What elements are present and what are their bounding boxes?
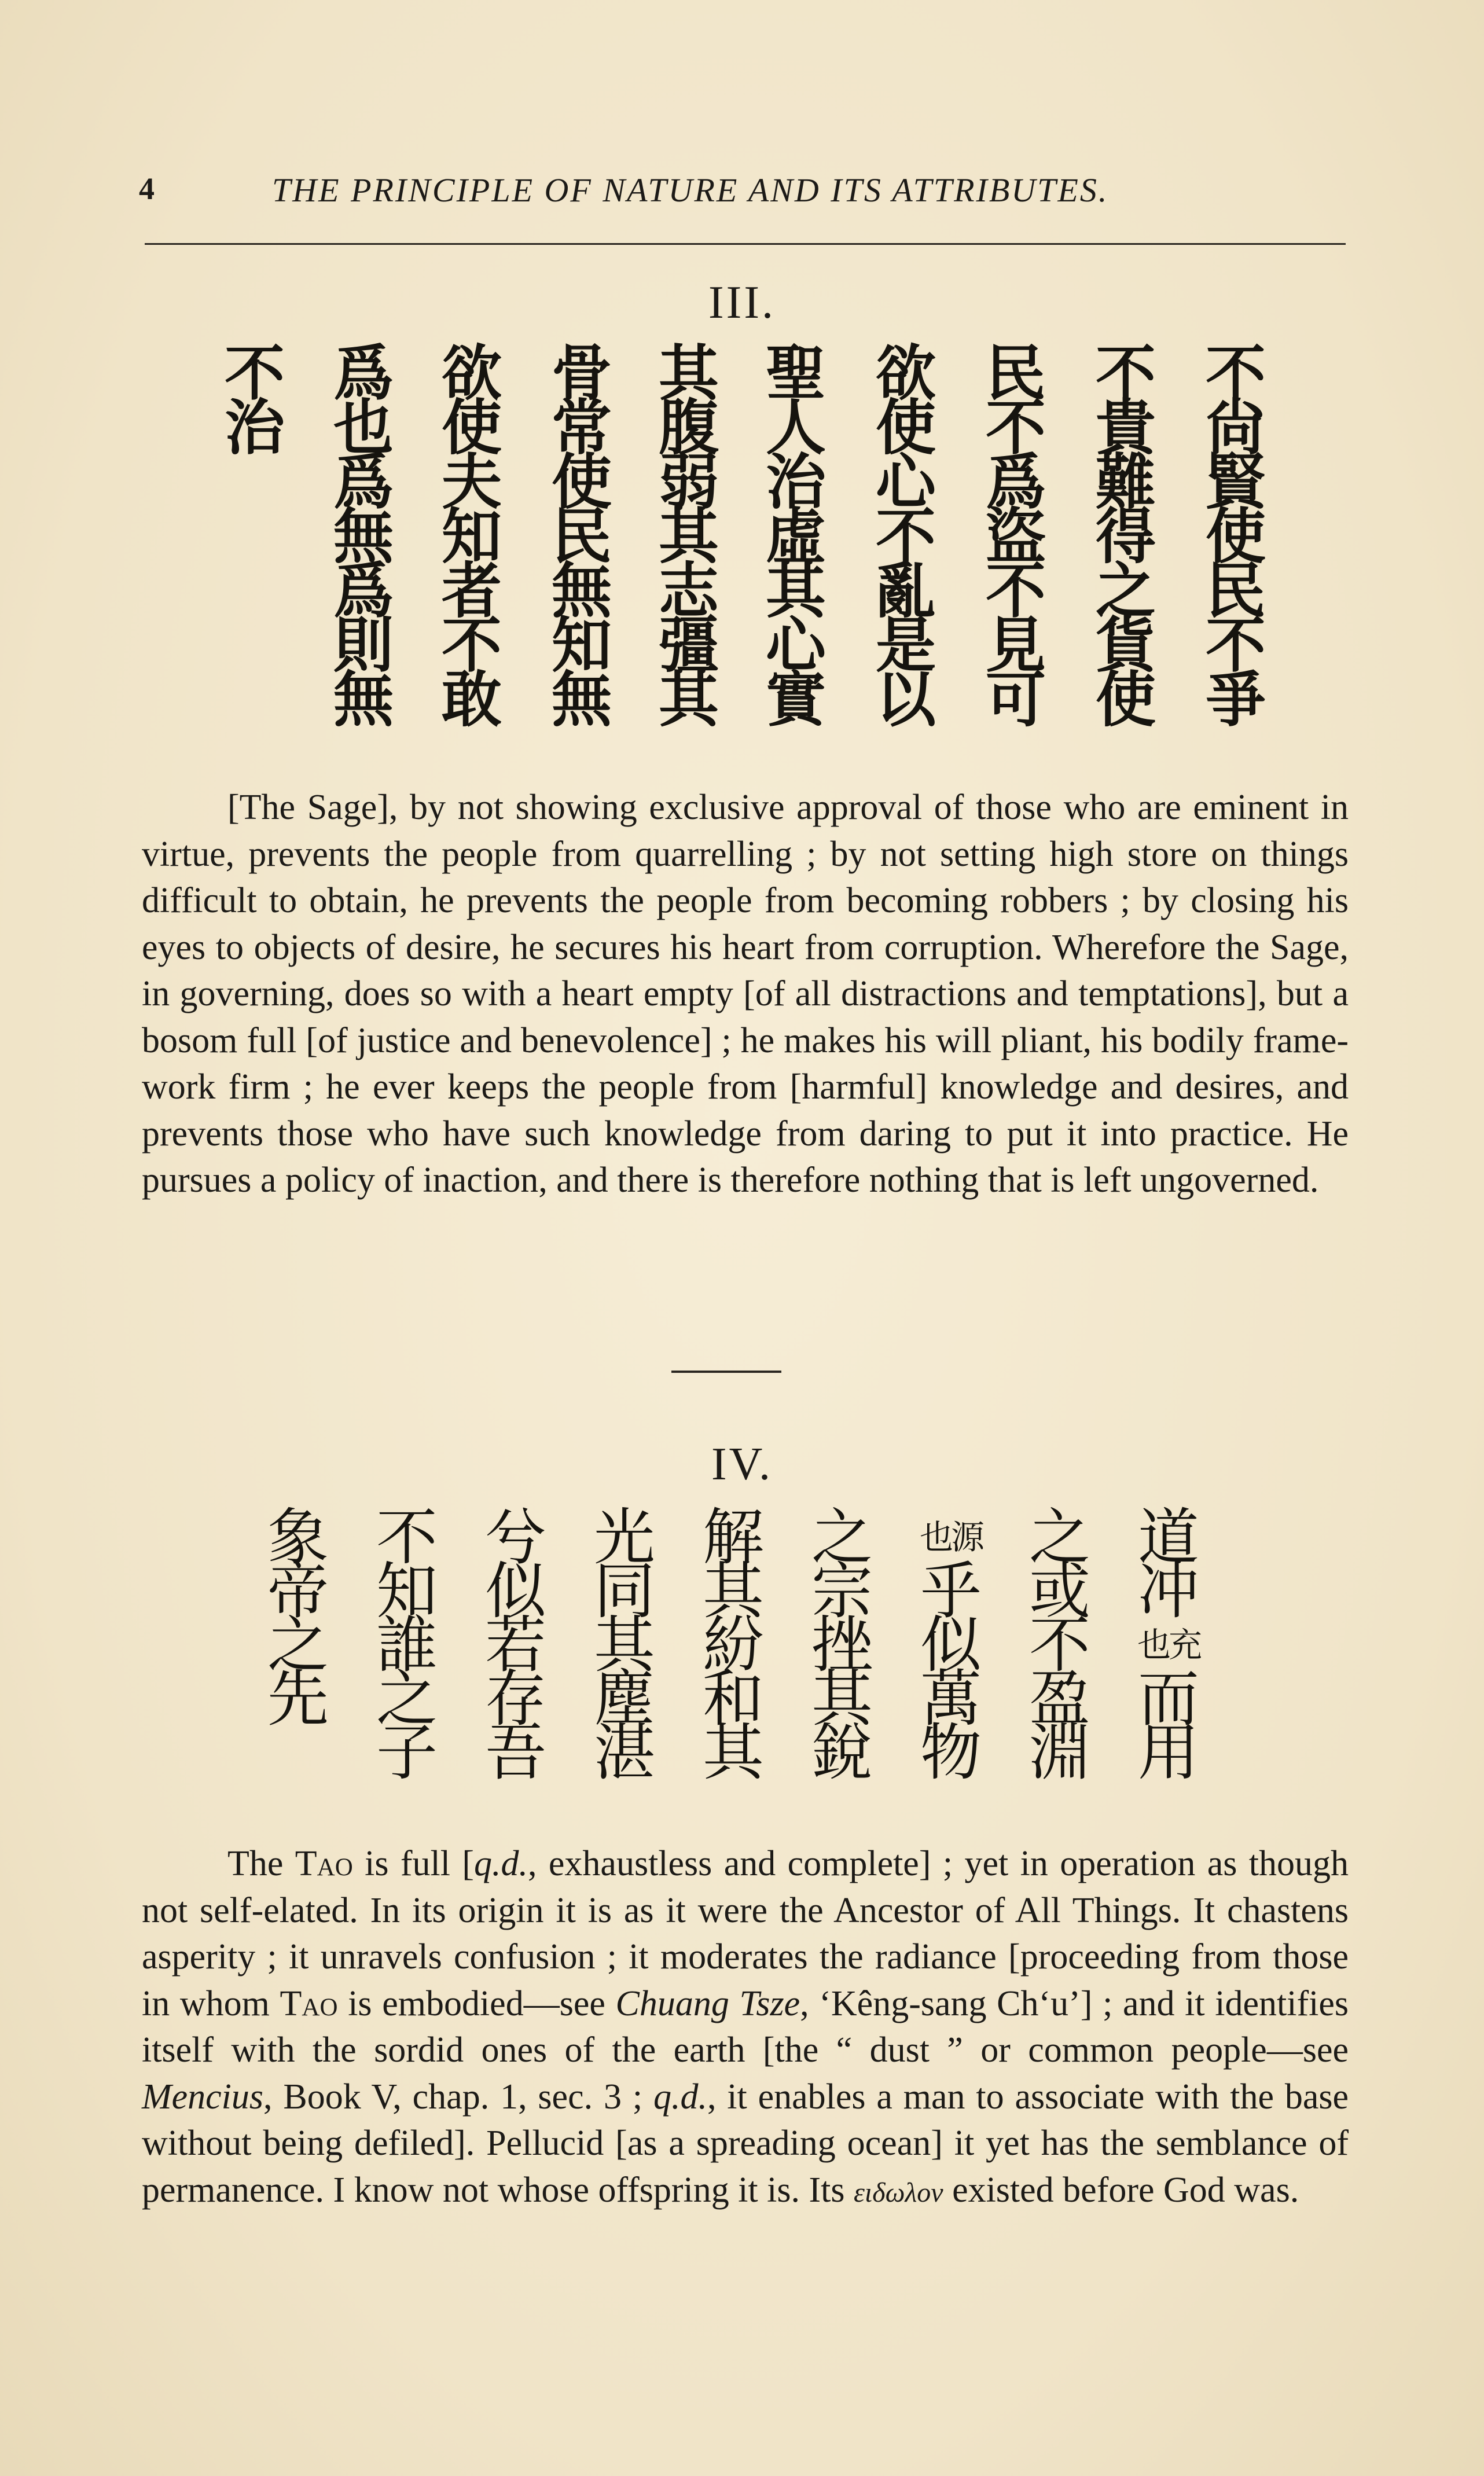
cn-character: 其 [658, 501, 719, 572]
text-run: is embodied—see [337, 1983, 616, 2023]
cn-column [590, 1502, 659, 1788]
section-iv-translation [142, 1841, 1349, 2216]
section-iv-number: IV. [711, 1439, 773, 1490]
cn-character: 敢 [441, 664, 502, 735]
page-header [139, 171, 1343, 217]
cn-character: 是 [875, 610, 936, 681]
text-run: Tao [295, 1844, 353, 1883]
cn-character: 淵 [1029, 1717, 1090, 1788]
cn-column [329, 338, 398, 735]
cn-character: 無 [333, 664, 394, 735]
cn-character: 爲 [985, 447, 1046, 517]
cn-character: 也源 [919, 1518, 982, 1557]
cn-character: 實 [765, 664, 826, 735]
cn-character: 子 [376, 1717, 438, 1788]
cn-character: 知 [376, 1556, 438, 1627]
cn-character: 之 [1029, 1502, 1090, 1573]
cn-character: 似 [485, 1556, 546, 1627]
cn-character: 可 [985, 664, 1046, 735]
cn-character: 之 [811, 1502, 873, 1573]
cn-character: 使 [551, 447, 612, 517]
text-run: q.d. [474, 1844, 528, 1883]
cn-column [220, 338, 289, 463]
cn-column [699, 1502, 768, 1788]
cn-character: 物 [920, 1717, 982, 1788]
cn-character: 則 [333, 610, 394, 681]
cn-character: 不 [224, 338, 285, 409]
text-run: , ‘Kêng-sang Ch‘u’] ; and it identifies itself with the sordid ones of the earth [the “ dust ” or common people—see [142, 1983, 1349, 2070]
cn-character: 民 [985, 338, 1046, 409]
cn-column [1025, 1502, 1094, 1788]
cn-character: 欲 [875, 338, 936, 409]
cn-character: 人 [765, 392, 826, 463]
cn-character: 爲 [333, 338, 394, 409]
cn-character: 無 [333, 501, 394, 572]
cn-character: 民 [551, 501, 612, 572]
section-iii-number: III. [708, 277, 776, 328]
cn-character: 紛 [703, 1610, 764, 1681]
cn-column [547, 338, 616, 735]
cn-character: 賢 [1205, 447, 1266, 517]
cn-character: 同 [594, 1556, 655, 1627]
cn-character: 吾 [485, 1717, 546, 1788]
text-run: , it enables a man to associate with the base without being defiled]. Pellucid [as a spreading ocean] it yet has the semblance of permanence. I know not whose offspring it is. Its [142, 2077, 1349, 2210]
text-run: q.d. [653, 2077, 707, 2117]
cn-column [1201, 338, 1270, 735]
cn-column [481, 1502, 550, 1788]
cn-character: 腹 [658, 392, 719, 463]
cn-column [871, 338, 941, 735]
section-iv-chinese-text [263, 1502, 1247, 1800]
cn-character: 得 [1095, 501, 1156, 572]
cn-character: 聖 [765, 338, 826, 409]
cn-character: 挫 [811, 1610, 873, 1681]
cn-character: 夫 [441, 447, 502, 517]
cn-character: 骨 [551, 338, 612, 409]
cn-character: 盈 [1029, 1663, 1090, 1735]
cn-column [807, 1502, 877, 1788]
translation-paragraph: [The Sage], by not showing exclusive approval of those who are eminent in virtue, prevents the people from quarrelling ; by not setting high store on things difficult to obtain, he prevents the people from becoming robbers ; by closing his eyes to objects of desire, he secures his heart from corruption. Wherefore the Sage, in governing, does so with a heart empty [of all distractions and temptations], but a bosom full [of justice and benevolence] ; he makes his will pliant, his bodily frame-work firm ; he ever keeps the people from [harmful] knowledge and desires, and prevents those who have such knowledge from daring to put it into practice. He pursues a policy of inaction, and there is therefore nothing that is left ungoverned. [142, 788, 1349, 1200]
cn-character: 不 [441, 610, 502, 681]
cn-character: 無 [551, 556, 612, 626]
cn-column [1091, 338, 1160, 735]
section-divider [671, 1371, 781, 1373]
cn-character: 使 [441, 392, 502, 463]
cn-character: 民 [1205, 556, 1266, 626]
cn-character: 不 [985, 556, 1046, 626]
cn-character: 乎 [920, 1556, 982, 1627]
cn-character: 不 [1029, 1610, 1090, 1681]
cn-character: 使 [875, 392, 936, 463]
translation-paragraph [142, 1841, 1349, 2216]
cn-character: 彊 [658, 610, 719, 681]
cn-column [263, 1502, 333, 1735]
cn-character: 之 [1095, 556, 1156, 626]
cn-character: 志 [658, 556, 719, 626]
cn-character: 其 [765, 556, 826, 626]
cn-character: 或 [1029, 1556, 1090, 1627]
cn-character: 貨 [1095, 610, 1156, 681]
cn-character: 治 [765, 447, 826, 517]
cn-character: 貴 [1095, 392, 1156, 463]
cn-character: 以 [875, 664, 936, 735]
cn-character: 也 [333, 392, 394, 463]
cn-character: 心 [875, 447, 936, 517]
cn-character: 使 [1095, 664, 1156, 735]
cn-character: 光 [594, 1502, 655, 1573]
cn-character: 和 [703, 1663, 764, 1735]
cn-column [437, 338, 506, 735]
cn-character: 其 [703, 1556, 764, 1627]
page-number: 4 [139, 171, 155, 206]
text-run: Chuang Tsze [615, 1983, 800, 2023]
text-run: is full [ [352, 1844, 475, 1883]
cn-character: 銳 [811, 1717, 873, 1788]
cn-character: 爲 [333, 447, 394, 517]
cn-character: 難 [1095, 447, 1156, 517]
cn-column [916, 1511, 986, 1788]
cn-character: 知 [551, 610, 612, 681]
cn-character: 湛 [594, 1717, 655, 1788]
cn-character: 治 [224, 392, 285, 463]
section-iii-chinese-text [220, 338, 1308, 740]
cn-character: 常 [551, 392, 612, 463]
cn-character: 兮 [485, 1502, 546, 1573]
cn-character: 弱 [658, 447, 719, 517]
cn-character: 虛 [765, 501, 826, 572]
cn-character: 也充 [1137, 1625, 1200, 1665]
cn-character: 不 [376, 1502, 438, 1573]
cn-column [654, 338, 723, 735]
cn-character: 象 [267, 1502, 329, 1573]
cn-character: 存 [485, 1663, 546, 1735]
text-run: , exhaustless and complete] ; yet in operation as though not self-elated. In its origin it is as it were the Ancestor of All Things. It chastens asperity ; it unravels confusion ; it moderates the radiance [proceeding from those in whom [142, 1844, 1349, 2023]
text-run: , Book V, chap. 1, sec. 3 ; [263, 2077, 653, 2117]
cn-character: 道 [1138, 1502, 1199, 1573]
cn-character: 用 [1138, 1717, 1199, 1788]
cn-character: 知 [441, 501, 502, 572]
cn-character: 誰 [376, 1610, 438, 1681]
cn-column [761, 338, 831, 735]
cn-column [372, 1502, 442, 1788]
cn-column [1134, 1502, 1203, 1788]
cn-character: 其 [658, 664, 719, 735]
text-run: ειδωλον [854, 2177, 943, 2208]
cn-character: 塵 [594, 1663, 655, 1735]
cn-character: 宗 [811, 1556, 873, 1627]
cn-character: 盜 [985, 501, 1046, 572]
cn-character: 欲 [441, 338, 502, 409]
cn-character: 不 [1095, 338, 1156, 409]
cn-character: 之 [376, 1663, 438, 1735]
cn-character: 無 [551, 664, 612, 735]
cn-character: 不 [1205, 610, 1266, 681]
cn-character: 見 [985, 610, 1046, 681]
cn-character: 爲 [333, 556, 394, 626]
text-run: Tao [280, 1983, 338, 2023]
cn-character: 心 [765, 610, 826, 681]
cn-character: 萬 [920, 1663, 982, 1735]
text-run: The [227, 1844, 295, 1883]
cn-character: 解 [703, 1502, 764, 1573]
cn-character: 而 [1138, 1663, 1199, 1735]
cn-character: 尙 [1205, 392, 1266, 463]
cn-character: 帝 [267, 1556, 329, 1627]
running-head: THE PRINCIPLE OF NATURE AND ITS ATTRIBUTES. [272, 171, 1109, 209]
cn-character: 不 [875, 501, 936, 572]
text-run: Mencius [142, 2077, 264, 2117]
header-rule [145, 243, 1346, 245]
cn-character: 亂 [875, 556, 936, 626]
cn-column [981, 338, 1050, 735]
cn-character: 冲 [1138, 1556, 1199, 1627]
cn-character: 之 [267, 1610, 329, 1681]
cn-character: 似 [920, 1610, 982, 1681]
cn-character: 其 [658, 338, 719, 409]
section-iii-translation [142, 784, 1349, 1204]
cn-character: 不 [1205, 338, 1266, 409]
cn-character: 使 [1205, 501, 1266, 572]
cn-character: 其 [703, 1717, 764, 1788]
cn-character: 者 [441, 556, 502, 626]
cn-character: 若 [485, 1610, 546, 1681]
text-run: existed before God was. [943, 2170, 1299, 2210]
cn-character: 其 [811, 1663, 873, 1735]
cn-character: 先 [267, 1663, 329, 1735]
cn-character: 爭 [1205, 664, 1266, 735]
cn-character: 其 [594, 1610, 655, 1681]
cn-character: 不 [985, 392, 1046, 463]
